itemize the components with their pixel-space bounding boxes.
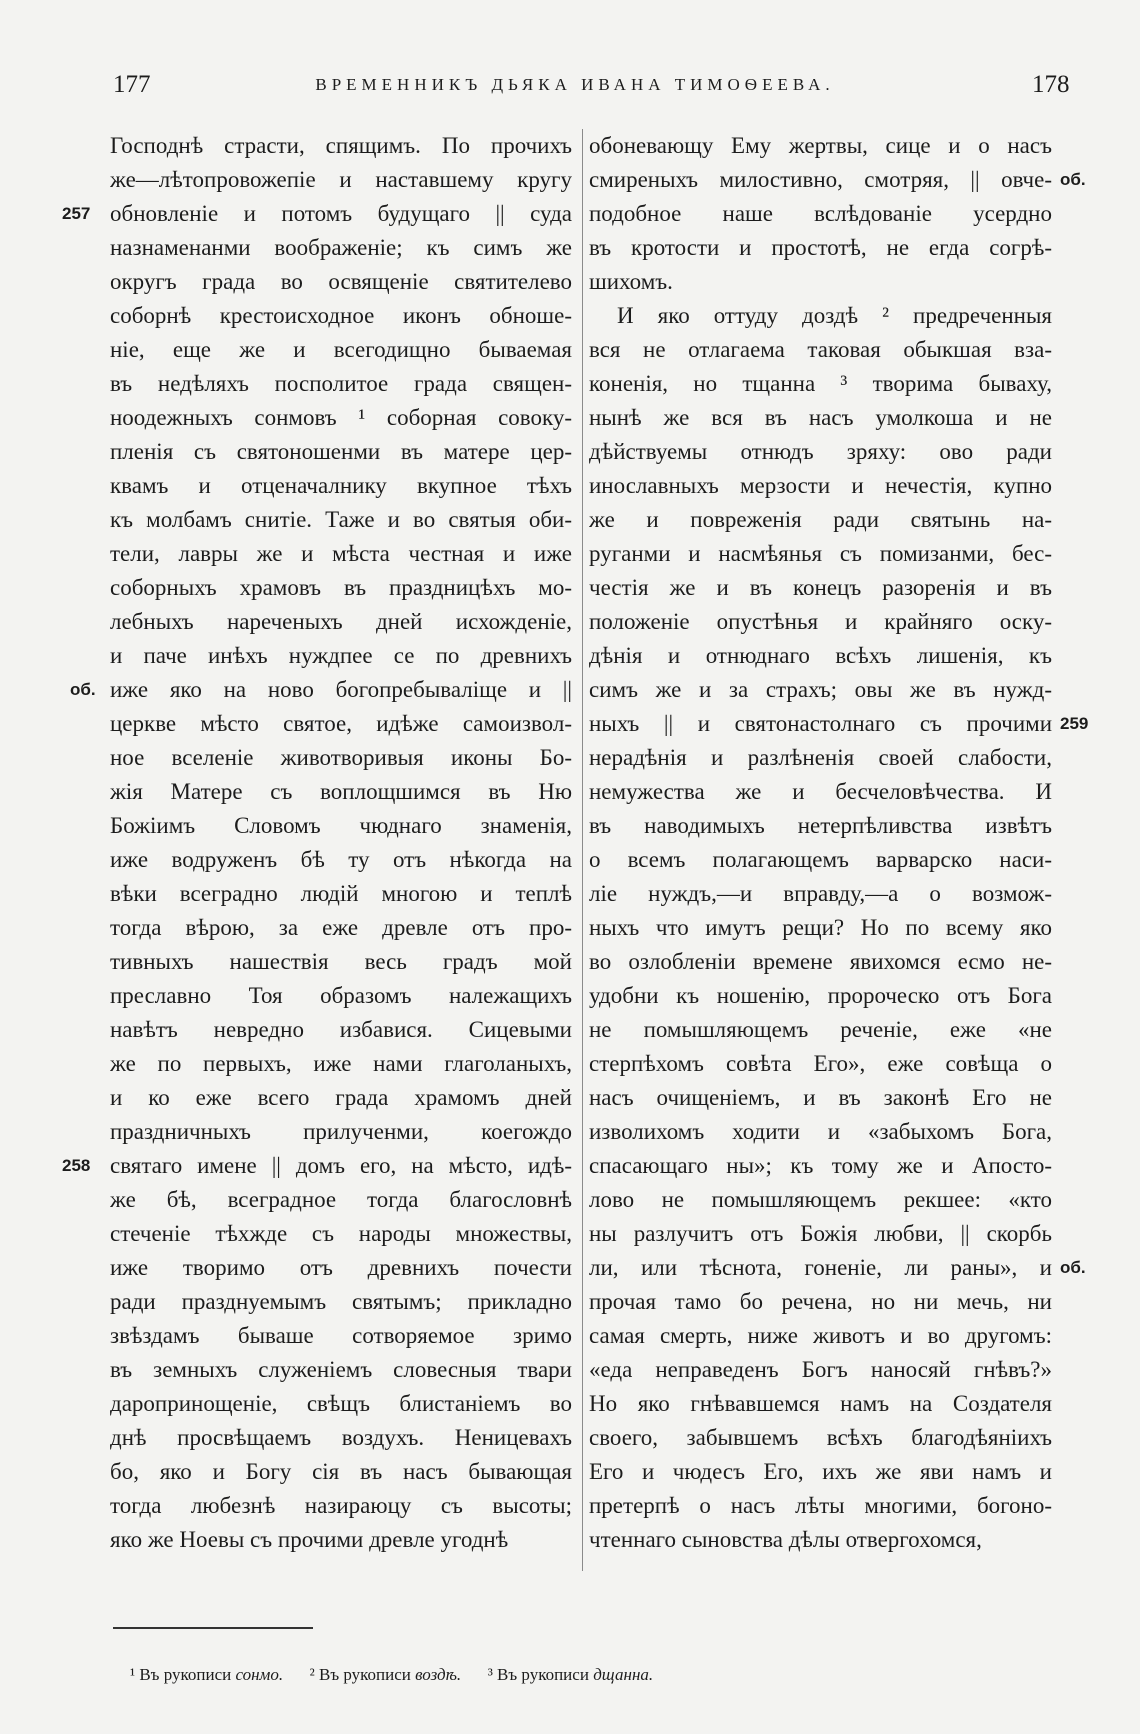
text-line: и паче инѣхъ нуждпее се по древнихъ <box>110 643 572 668</box>
margin-folio-259: 259 <box>1060 714 1089 733</box>
text-line: звѣздамъ бываше сотворяемое зримо <box>110 1323 572 1348</box>
text-line: лово не помышляющемъ рекшее: «кто <box>589 1187 1052 1212</box>
text-line: чтеннаго сыновства дѣлы отвергохомся, <box>589 1527 982 1552</box>
text-line: ны разлучитъ отъ Божія любви, || скорбь <box>589 1221 1052 1246</box>
text-line: инославныхъ мерзости и нечестія, купно <box>589 473 1052 498</box>
text-line: насъ очищеніемъ, и въ законѣ Его не <box>589 1085 1052 1110</box>
right-page-number: 178 <box>1032 71 1070 98</box>
text-line: Его и чюдесъ Его, ихъ же яви намъ и <box>589 1459 1052 1484</box>
text-line: иже яко на ново богопребываліще и || <box>110 677 572 702</box>
text-line: честія же и въ конецъ разоренія и въ <box>589 575 1052 600</box>
footnote-3-prefix: ³ Въ рукописи <box>487 1665 589 1684</box>
text-line: Божіимъ Словомъ чюднаго знаменія, <box>110 813 572 838</box>
text-line: же—лѣтопровожепіе и наставшему кругу <box>110 167 572 192</box>
text-line: обоневающу Ему жертвы, сице и о насъ <box>589 133 1052 158</box>
footnote-rule <box>113 1627 313 1629</box>
text-line: нерадѣнія и разлѣненія своей слабости, <box>589 745 1052 770</box>
text-line: соборныхъ храмовъ въ праздницѣхъ мо- <box>110 575 572 600</box>
text-line: жія Матере съ воплощшимся въ Ню <box>110 779 572 804</box>
text-line: Но яко гнѣвавшемся намъ на Создателя <box>589 1391 1052 1416</box>
text-line: «еда неправеденъ Богъ наносяй гнѣвъ?» <box>589 1357 1052 1382</box>
text-line: же и повреженія ради святынь на- <box>589 507 1052 532</box>
text-line: симъ же и за страхъ; овы же въ нужд- <box>589 677 1052 702</box>
margin-folio-verso-right-1: об. <box>1060 170 1086 189</box>
text-line: въ земныхъ служеніемъ словесныя твари <box>110 1357 572 1382</box>
text-line: вся не отлагаема таковая обыкшая вза- <box>589 337 1052 362</box>
footnote-1-prefix: ¹ Въ рукописи <box>130 1665 232 1684</box>
text-line: претерпѣ о насъ лѣты многими, богоно- <box>589 1493 1052 1518</box>
text-line: округъ града во освященіе святителево <box>110 269 572 294</box>
text-line: въ наводимыхъ нетерпѣливства извѣтъ <box>589 813 1052 838</box>
text-line: и ко еже всего града храмомъ дней <box>110 1085 572 1110</box>
footnotes <box>130 1660 653 1690</box>
text-line: даропринощеніе, свѣщъ блистаніемъ во <box>110 1391 572 1416</box>
text-line: ныхъ что имутъ рещи? Но по всему яко <box>589 915 1052 940</box>
text-line: назнаменанми воображеніе; къ симъ же <box>110 235 572 260</box>
text-line: спасающаго ны»; къ тому же и Апосто- <box>589 1153 1052 1178</box>
footnote-2-word: воздѣ. <box>415 1665 462 1684</box>
text-line: изволихомъ ходити и «забыхомъ Бога, <box>589 1119 1052 1144</box>
text-line: смиреныхъ милостивно, смотряя, || овче- <box>589 167 1052 192</box>
text-line: прочая тамо бо речена, но ни мечь, ни <box>589 1289 1052 1314</box>
text-line: ныхъ || и святонастолнаго съ прочими <box>589 711 1052 736</box>
text-line: ноодежныхъ сонмовъ ¹ соборная совоку- <box>110 405 572 430</box>
text-line: дѣнія и отнюднаго всѣхъ лишенія, къ <box>589 643 1052 668</box>
text-line: немужества же и бесчеловѣчества. И <box>589 779 1052 804</box>
text-line: положеніе опустѣнья и крайняго оску- <box>589 609 1052 634</box>
text-line: лебныхъ нареченыхъ дней исхожденіе, <box>110 609 572 634</box>
text-line: удобни къ ношенію, пророческо отъ Бога <box>589 983 1052 1008</box>
text-line: иже творимо отъ древнихъ почести <box>110 1255 572 1280</box>
text-line: дѣйствуемы отнюдъ зряху: ово ради <box>589 439 1052 464</box>
text-line: въ недѣляхъ посполитое града священ- <box>110 371 572 396</box>
text-line: въ кротости и простотѣ, не егда согрѣ- <box>589 235 1052 260</box>
text-line: вѣки всеградно людій многою и теплѣ <box>110 881 572 906</box>
text-line: же по первыхъ, иже нами глаголаныхъ, <box>110 1051 572 1076</box>
text-line: самая смерть, ниже животъ и во другомъ: <box>589 1323 1052 1348</box>
text-line: не помышляющемъ реченіе, еже «не <box>589 1017 1052 1042</box>
text-line: праздничныхъ прилученми, коегождо <box>110 1119 572 1144</box>
text-line: тогда любезнѣ назираюцу съ высоты; <box>110 1493 572 1518</box>
text-line: коненія, но тщанна ³ творима бываху, <box>589 371 1052 396</box>
margin-folio-258: 258 <box>62 1156 91 1175</box>
right-text-column <box>589 129 1052 1557</box>
text-line: къ молбамъ снитіе. Таже и во святыя оби- <box>110 507 572 532</box>
text-line: нынѣ же вся въ насъ умолкоша и не <box>589 405 1052 430</box>
text-line: же бѣ, всеградное тогда благословнѣ <box>110 1187 572 1212</box>
text-line: иже водруженъ бѣ ту отъ нѣкогда на <box>110 847 572 872</box>
text-line: бо, яко и Богу сія въ насъ бывающая <box>110 1459 572 1484</box>
text-line: И яко оттуду доздѣ ² предреченныя <box>617 303 1052 328</box>
text-line: яко же Ноевы съ прочими древле угоднѣ <box>110 1527 509 1552</box>
text-line: ліе нуждъ,—и вправду,—а о возмож- <box>589 881 1052 906</box>
text-line: шихомъ. <box>589 269 673 294</box>
left-page-number: 177 <box>113 71 151 98</box>
text-line: подобное наше вслѣдованіе усердно <box>589 201 1052 226</box>
footnote-3-word: дщанна. <box>593 1665 654 1684</box>
column-divider <box>582 129 583 1571</box>
text-line: о всемъ полагающемъ варварско наси- <box>589 847 1052 872</box>
text-line: стеченіе тѣхжде съ народы множествы, <box>110 1221 572 1246</box>
footnote-1-word: сонмо. <box>235 1665 284 1684</box>
text-line: соборнѣ крестоисходное иконъ обноше- <box>110 303 572 328</box>
text-line: Господнѣ страсти, спящимъ. По прочихъ <box>110 133 572 158</box>
text-line: тогда вѣрою, за еже древле отъ про- <box>110 915 572 940</box>
text-line: святаго имене || домъ его, на мѣсто, идѣ- <box>110 1153 572 1178</box>
margin-folio-257: 257 <box>62 204 91 223</box>
text-line: ради празднуемымъ святымъ; прикладно <box>110 1289 572 1314</box>
text-line: тивныхъ нашествія весь градъ мой <box>110 949 572 974</box>
text-line: ніе, еще же и всегодищно бываемая <box>110 337 572 362</box>
text-line: квамъ и отценачалнику вкупное тѣхъ <box>110 473 572 498</box>
text-line: руганми и насмѣянья съ помизанми, бес- <box>589 541 1052 566</box>
footnote-2-prefix: ² Въ рукописи <box>309 1665 411 1684</box>
text-line: церкве мѣсто святое, идѣже самоизвол- <box>110 711 572 736</box>
text-line: днѣ просвѣщаемъ воздухъ. Неницевахъ <box>110 1425 572 1450</box>
running-title: ВРЕМЕННИКЪ ДЬЯКА ИВАНА ТИМОѲЕЕВА. <box>315 75 835 94</box>
text-line: тели, лавры же и мѣста честная и иже <box>110 541 572 566</box>
left-text-column <box>110 129 572 1557</box>
text-line: обновленіе и потомъ будущаго || суда <box>110 201 572 226</box>
margin-folio-verso-left: об. <box>70 680 96 699</box>
text-line: ли, или тѣснота, гоненіе, ли раны», и <box>589 1255 1052 1280</box>
text-line: пленія съ святоношенми въ матере цер- <box>110 439 572 464</box>
text-line: навѣтъ невредно избавися. Сицевыми <box>110 1017 572 1042</box>
text-line: ное вселеніе животворивыя иконы Бо- <box>110 745 572 770</box>
text-line: преславно Тоя образомъ належащихъ <box>110 983 572 1008</box>
text-line: во озлобленіи времене явихомся есмо не- <box>589 949 1052 974</box>
text-line: стерпѣхомъ совѣта Его», еже совѣща о <box>589 1051 1052 1076</box>
text-line: своего, забывшемъ всѣхъ благодѣяніихъ <box>589 1425 1052 1450</box>
margin-folio-verso-right-2: об. <box>1060 1258 1086 1277</box>
